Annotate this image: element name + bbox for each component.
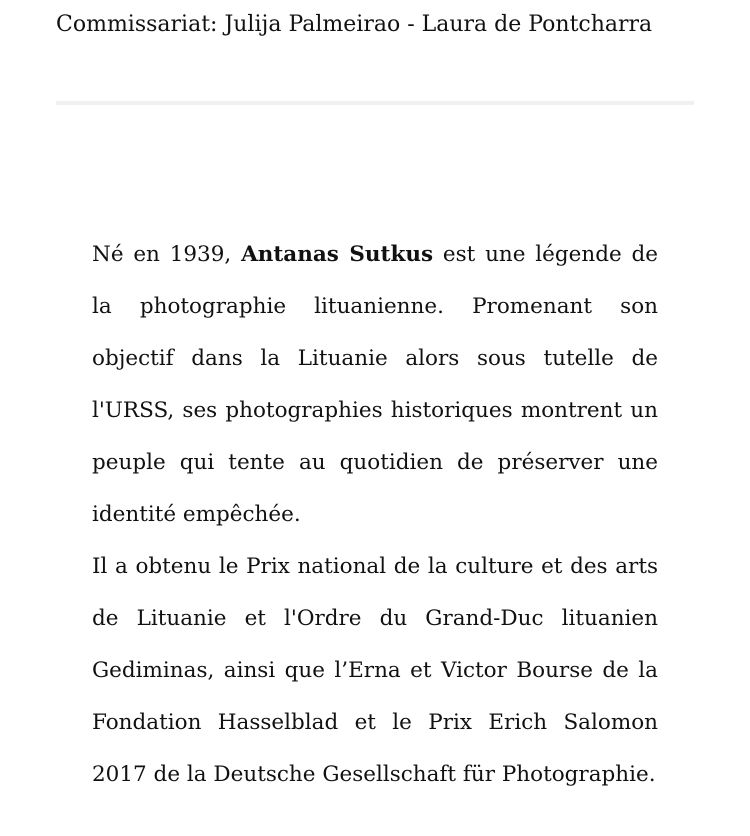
curators-line: Commissariat: Julija Palmeirao - Laura de Pontcharra [56,12,653,37]
divider [56,101,694,105]
article-body [92,229,658,801]
paragraph-awards: Il a obtenu le Prix national de la culture et des arts de Lituanie et l'Ordre du Grand-Duc lituanien Gediminas, ainsi que l’Erna et Victor Bourse de la Fondation Hasselblad et le Prix Erich Salomon 2017 de la Deutsche Gesellschaft für Photographie. [92,554,658,787]
paragraph-biography-intro: Né en 1939, [92,242,242,267]
paragraph-biography [92,229,658,541]
artist-name: Antanas Sutkus [241,242,434,267]
paragraph-biography-text: est une légende de la photographie lituanienne. Promenant son objectif dans la Lituanie alors sous tutelle de l'URSS, ses photographies historiques montrent un peuple qui tente au quotidien de préserver une identité empêchée. [92,242,658,527]
